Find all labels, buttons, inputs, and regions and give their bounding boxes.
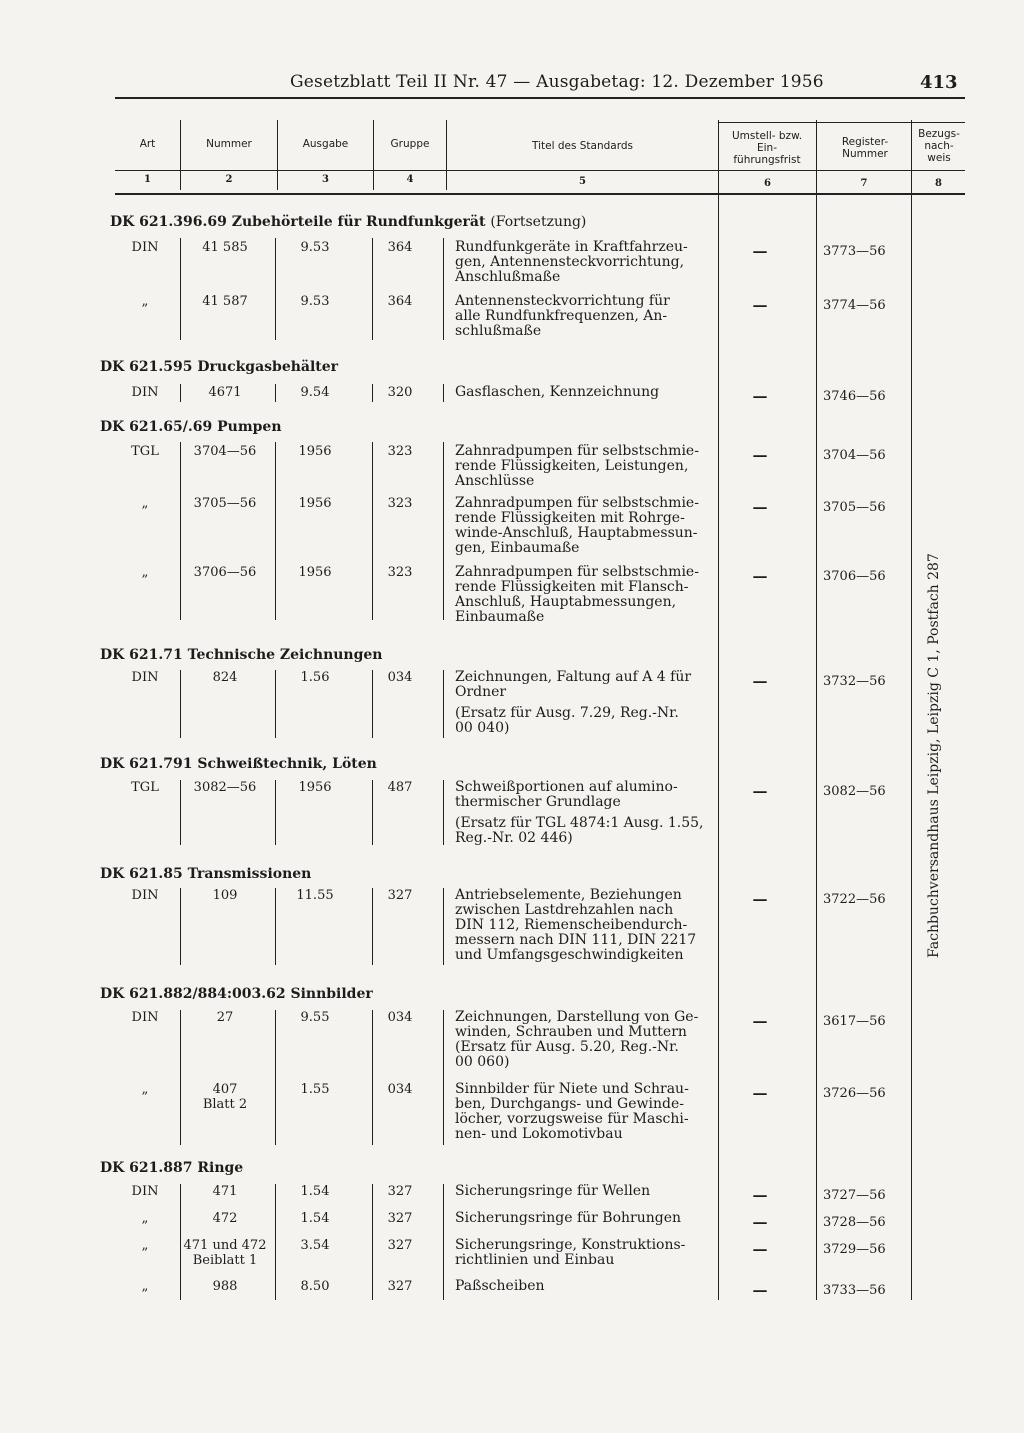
cell-art: TGL [131, 444, 159, 459]
cell-titel [455, 385, 705, 400]
column-rule [443, 1010, 444, 1145]
cell-ausgabe: 1.55 [300, 1082, 330, 1097]
cell-art: DIN [131, 670, 159, 685]
page-header-title: Gesetzblatt Teil II Nr. 47 — Ausgabetag: 12. Dezember 1956 [290, 72, 824, 92]
column-rule [372, 1010, 373, 1145]
cell-frist: — [752, 1012, 768, 1030]
titel-line: Schweißportionen auf alumino- [455, 779, 678, 795]
cell-nummer: 471 und 472 [183, 1238, 267, 1253]
page-number: 413 [920, 72, 958, 93]
titel-line: richtlinien und Einbau [455, 1252, 615, 1268]
titel-line: Sicherungsringe, Konstruktions- [455, 1237, 686, 1253]
cell-titel [455, 1184, 705, 1199]
titel-note-line: (Ersatz für Ausg. 7.29, Reg.-Nr. [455, 705, 679, 721]
titel-line: Ordner [455, 684, 507, 700]
cell-ausgabe: 1.56 [300, 670, 330, 685]
cell-register: 3729—56 [823, 1242, 886, 1257]
colnum-2: 2 [225, 174, 233, 185]
titel-line: Antriebselemente, Beziehungen [455, 887, 682, 903]
cell-frist: — [752, 498, 768, 516]
cell-register: 3728—56 [823, 1215, 886, 1230]
cell-nummer: 472 [212, 1211, 238, 1226]
cell-titel [455, 1238, 705, 1268]
titel-line: Gasflaschen, Kennzeichnung [455, 384, 660, 400]
cell-art: DIN [131, 240, 159, 255]
column-rule [443, 384, 444, 402]
cell-gruppe: 327 [387, 888, 413, 903]
colnum-8: 8 [935, 178, 942, 189]
cell-gruppe: 327 [387, 1279, 413, 1294]
colnum-7: 7 [860, 178, 868, 189]
section-heading-text: DK 621.396.69 Zubehörteile für Rundfunkgerät [110, 214, 486, 230]
column-rule [275, 1010, 276, 1145]
cell-titel [455, 294, 705, 339]
cell-nummer: 3706—56 [193, 565, 257, 580]
column-rule [443, 1184, 444, 1300]
cell-ausgabe: 1956 [298, 565, 332, 580]
cell-frist: — [752, 567, 768, 585]
cell-nummer: 27 [216, 1010, 234, 1025]
titel-note-line: 00 040) [455, 720, 510, 736]
cell-gruppe: 327 [387, 1211, 413, 1226]
cell-gruppe: 323 [387, 565, 413, 580]
titel-line: Sinnbilder für Niete und Schrau- [455, 1081, 689, 1097]
titel-line: zwischen Lastdrehzahlen nach [455, 902, 674, 918]
colnum-rule [115, 170, 965, 171]
cell-titel [455, 240, 705, 285]
cell-register: 3773—56 [823, 244, 886, 259]
column-rule [443, 670, 444, 738]
titel-line: alle Rundfunkfrequenzen, An- [455, 308, 668, 324]
titel-note [455, 816, 705, 846]
col-sep-7 [911, 120, 912, 1300]
titel-line: 00 060) [455, 1054, 510, 1070]
titel-line: rende Flüssigkeiten mit Rohrge- [455, 510, 685, 526]
cell-gruppe: 034 [387, 670, 413, 685]
cell-register: 3706—56 [823, 569, 886, 584]
cell-register: 3774—56 [823, 298, 886, 313]
cell-register: 3727—56 [823, 1188, 886, 1203]
cell-nummer: 471 [212, 1184, 238, 1199]
column-rule [180, 442, 181, 620]
section-heading [100, 359, 338, 375]
titel-note-line: Reg.-Nr. 02 446) [455, 830, 573, 846]
cell-nummer-sub: Beiblatt 1 [192, 1253, 258, 1268]
section-heading [100, 866, 311, 882]
cell-gruppe: 364 [387, 294, 413, 309]
cell-frist: — [752, 1240, 768, 1258]
col-sep-6 [816, 120, 817, 1300]
column-rule [180, 1010, 181, 1145]
colhead-register: Register- Nummer [841, 136, 889, 160]
cell-nummer: 41 587 [202, 294, 248, 309]
cell-nummer: 109 [212, 888, 238, 903]
cell-nummer: 41 585 [202, 240, 248, 255]
sidebar-publisher-text: Fachbuchversandhaus Leipzig, Leipzig C 1, Postfach 287 [926, 553, 942, 958]
cell-art: „ [141, 565, 149, 580]
titel-line: Zahnradpumpen für selbstschmie- [455, 443, 699, 459]
col-sep-5 [718, 120, 719, 1300]
cell-ausgabe: 3.54 [300, 1238, 330, 1253]
cell-titel [455, 780, 705, 846]
cell-art: „ [141, 1279, 149, 1294]
colnum-4: 4 [406, 174, 414, 185]
section-heading [100, 419, 282, 435]
titel-note [455, 706, 705, 736]
cell-frist: — [752, 1186, 768, 1204]
colhead-frist: Umstell- bzw. Ein- führungsfrist [731, 130, 803, 166]
cell-gruppe: 487 [387, 780, 413, 795]
header-rule [115, 97, 965, 99]
cell-frist: — [752, 1084, 768, 1102]
cell-gruppe: 320 [387, 385, 413, 400]
section-heading [100, 756, 377, 772]
section-heading [100, 1160, 243, 1176]
cell-ausgabe: 9.55 [300, 1010, 330, 1025]
colhead-nummer: Nummer [206, 138, 252, 150]
cell-titel [455, 1082, 705, 1142]
cell-art: DIN [131, 385, 159, 400]
titel-line: Zahnradpumpen für selbstschmie- [455, 495, 699, 511]
titel-line: ben, Durchgangs- und Gewinde- [455, 1096, 684, 1112]
cell-register: 3705—56 [823, 500, 886, 515]
titel-line: nen- und Lokomotivbau [455, 1126, 623, 1142]
cell-ausgabe: 9.53 [300, 294, 330, 309]
cell-register: 3617—56 [823, 1014, 886, 1029]
titel-line: winde-Anschluß, Hauptabmessun- [455, 525, 698, 541]
table-top-rule [718, 122, 965, 123]
section-heading-text: DK 621.85 Transmissionen [100, 866, 312, 882]
cell-art: TGL [131, 780, 159, 795]
titel-line: winden, Schrauben und Muttern [455, 1024, 687, 1040]
cell-art: „ [141, 294, 149, 309]
section-heading [100, 986, 373, 1002]
titel-line: Anschlüsse [455, 473, 535, 489]
cell-register: 3082—56 [823, 784, 886, 799]
cell-titel [455, 888, 705, 963]
table-header-bottom-rule [115, 193, 965, 195]
cell-frist: — [752, 782, 768, 800]
colhead-gruppe: Gruppe [390, 138, 430, 150]
titel-line: Zeichnungen, Faltung auf A 4 für [455, 669, 692, 685]
cell-titel [455, 1211, 705, 1226]
cell-nummer: 824 [212, 670, 238, 685]
titel-line: Rundfunkgeräte in Kraftfahrzeu- [455, 239, 688, 255]
cell-frist: — [752, 446, 768, 464]
titel-line: löcher, vorzugsweise für Maschi- [455, 1111, 689, 1127]
cell-art: DIN [131, 1184, 159, 1199]
titel-line: schlußmaße [455, 323, 542, 339]
colhead-art: Art [139, 138, 156, 150]
section-heading-text: DK 621.887 Ringe [100, 1160, 244, 1176]
cell-titel [455, 670, 705, 736]
column-rule [372, 442, 373, 620]
cell-frist: — [752, 1281, 768, 1299]
titel-line: gen, Antennensteckvorrichtung, [455, 254, 685, 270]
section-heading-text: DK 621.791 Schweißtechnik, Löten [100, 756, 377, 772]
titel-line: Zahnradpumpen für selbstschmie- [455, 564, 699, 580]
column-rule [275, 442, 276, 620]
colhead-ausgabe: Ausgabe [302, 138, 349, 150]
colnum-5: 5 [579, 176, 586, 187]
cell-gruppe: 323 [387, 444, 413, 459]
section-heading-text: DK 621.882/884:003.62 Sinnbilder [100, 986, 373, 1002]
cell-titel [455, 1279, 705, 1294]
titel-line: Zeichnungen, Darstellung von Ge- [455, 1009, 699, 1025]
section-heading-text: DK 621.595 Druckgasbehälter [100, 359, 339, 375]
titel-line: Antennensteckvorrichtung für [455, 293, 670, 309]
cell-ausgabe: 9.54 [300, 385, 330, 400]
cell-ausgabe: 8.50 [300, 1279, 330, 1294]
titel-line: Paßscheiben [455, 1278, 545, 1294]
cell-ausgabe: 9.53 [300, 240, 330, 255]
column-rule [443, 780, 444, 845]
cell-art: „ [141, 1082, 149, 1097]
cell-gruppe: 327 [387, 1238, 413, 1253]
section-continuation: (Fortsetzung) [490, 214, 587, 230]
titel-line: rende Flüssigkeiten mit Flansch- [455, 579, 689, 595]
section-heading-text: DK 621.65/.69 Pumpen [100, 419, 282, 435]
titel-line: thermischer Grundlage [455, 794, 621, 810]
cell-titel [455, 565, 705, 625]
cell-nummer: 988 [212, 1279, 238, 1294]
cell-ausgabe: 1956 [298, 444, 332, 459]
titel-line: Einbaumaße [455, 609, 545, 625]
titel-line: Anschlußmaße [455, 269, 561, 285]
cell-gruppe: 034 [387, 1010, 413, 1025]
colnum-6: 6 [764, 178, 771, 189]
cell-titel [455, 444, 705, 489]
cell-nummer-sub: Blatt 2 [202, 1097, 248, 1112]
cell-nummer: 3705—56 [193, 496, 257, 511]
colhead-bezug: Bezugs- nach- weis [918, 128, 960, 164]
titel-line: und Umfangsgeschwindigkeiten [455, 947, 684, 963]
cell-register: 3726—56 [823, 1086, 886, 1101]
cell-art: „ [141, 1211, 149, 1226]
titel-note-line: (Ersatz für TGL 4874:1 Ausg. 1.55, [455, 815, 704, 831]
cell-art: „ [141, 1238, 149, 1253]
cell-register: 3704—56 [823, 448, 886, 463]
cell-register: 3722—56 [823, 892, 886, 907]
cell-nummer: 4671 [208, 385, 242, 400]
cell-art: „ [141, 496, 149, 511]
cell-titel [455, 1010, 705, 1070]
cell-register: 3733—56 [823, 1283, 886, 1298]
column-rule [443, 442, 444, 620]
section-heading [100, 647, 382, 663]
titel-line: DIN 112, Riemenscheibendurch- [455, 917, 688, 933]
column-rule [443, 888, 444, 965]
cell-titel [455, 496, 705, 556]
cell-frist: — [752, 1213, 768, 1231]
cell-frist: — [752, 242, 768, 260]
cell-nummer: 3704—56 [193, 444, 257, 459]
titel-line: rende Flüssigkeiten, Leistungen, [455, 458, 689, 474]
titel-line: Sicherungsringe für Bohrungen [455, 1210, 682, 1226]
cell-frist: — [752, 890, 768, 908]
cell-ausgabe: 1.54 [300, 1184, 330, 1199]
cell-ausgabe: 11.55 [296, 888, 334, 903]
titel-line: messern nach DIN 111, DIN 2217 [455, 932, 697, 948]
cell-ausgabe: 1956 [298, 780, 332, 795]
titel-line: gen, Einbaumaße [455, 540, 580, 556]
cell-art: DIN [131, 1010, 159, 1025]
titel-line: (Ersatz für Ausg. 5.20, Reg.-Nr. [455, 1039, 679, 1055]
colnum-1: 1 [144, 174, 151, 185]
cell-gruppe: 034 [387, 1082, 413, 1097]
cell-frist: — [752, 672, 768, 690]
cell-frist: — [752, 387, 768, 405]
section-heading [110, 214, 586, 230]
cell-gruppe: 327 [387, 1184, 413, 1199]
colnum-3: 3 [322, 174, 329, 185]
cell-nummer: 407 [212, 1082, 238, 1097]
titel-line: Sicherungsringe für Wellen [455, 1183, 651, 1199]
cell-register: 3746—56 [823, 389, 886, 404]
cell-nummer: 3082—56 [193, 780, 257, 795]
titel-line: Anschluß, Hauptabmessungen, [455, 594, 677, 610]
column-rule [443, 238, 444, 340]
cell-register: 3732—56 [823, 674, 886, 689]
cell-gruppe: 364 [387, 240, 413, 255]
cell-ausgabe: 1.54 [300, 1211, 330, 1226]
cell-art: DIN [131, 888, 159, 903]
colhead-titel: Titel des Standards [531, 140, 633, 152]
section-heading-text: DK 621.71 Technische Zeichnungen [100, 647, 383, 663]
cell-ausgabe: 1956 [298, 496, 332, 511]
cell-frist: — [752, 296, 768, 314]
cell-gruppe: 323 [387, 496, 413, 511]
